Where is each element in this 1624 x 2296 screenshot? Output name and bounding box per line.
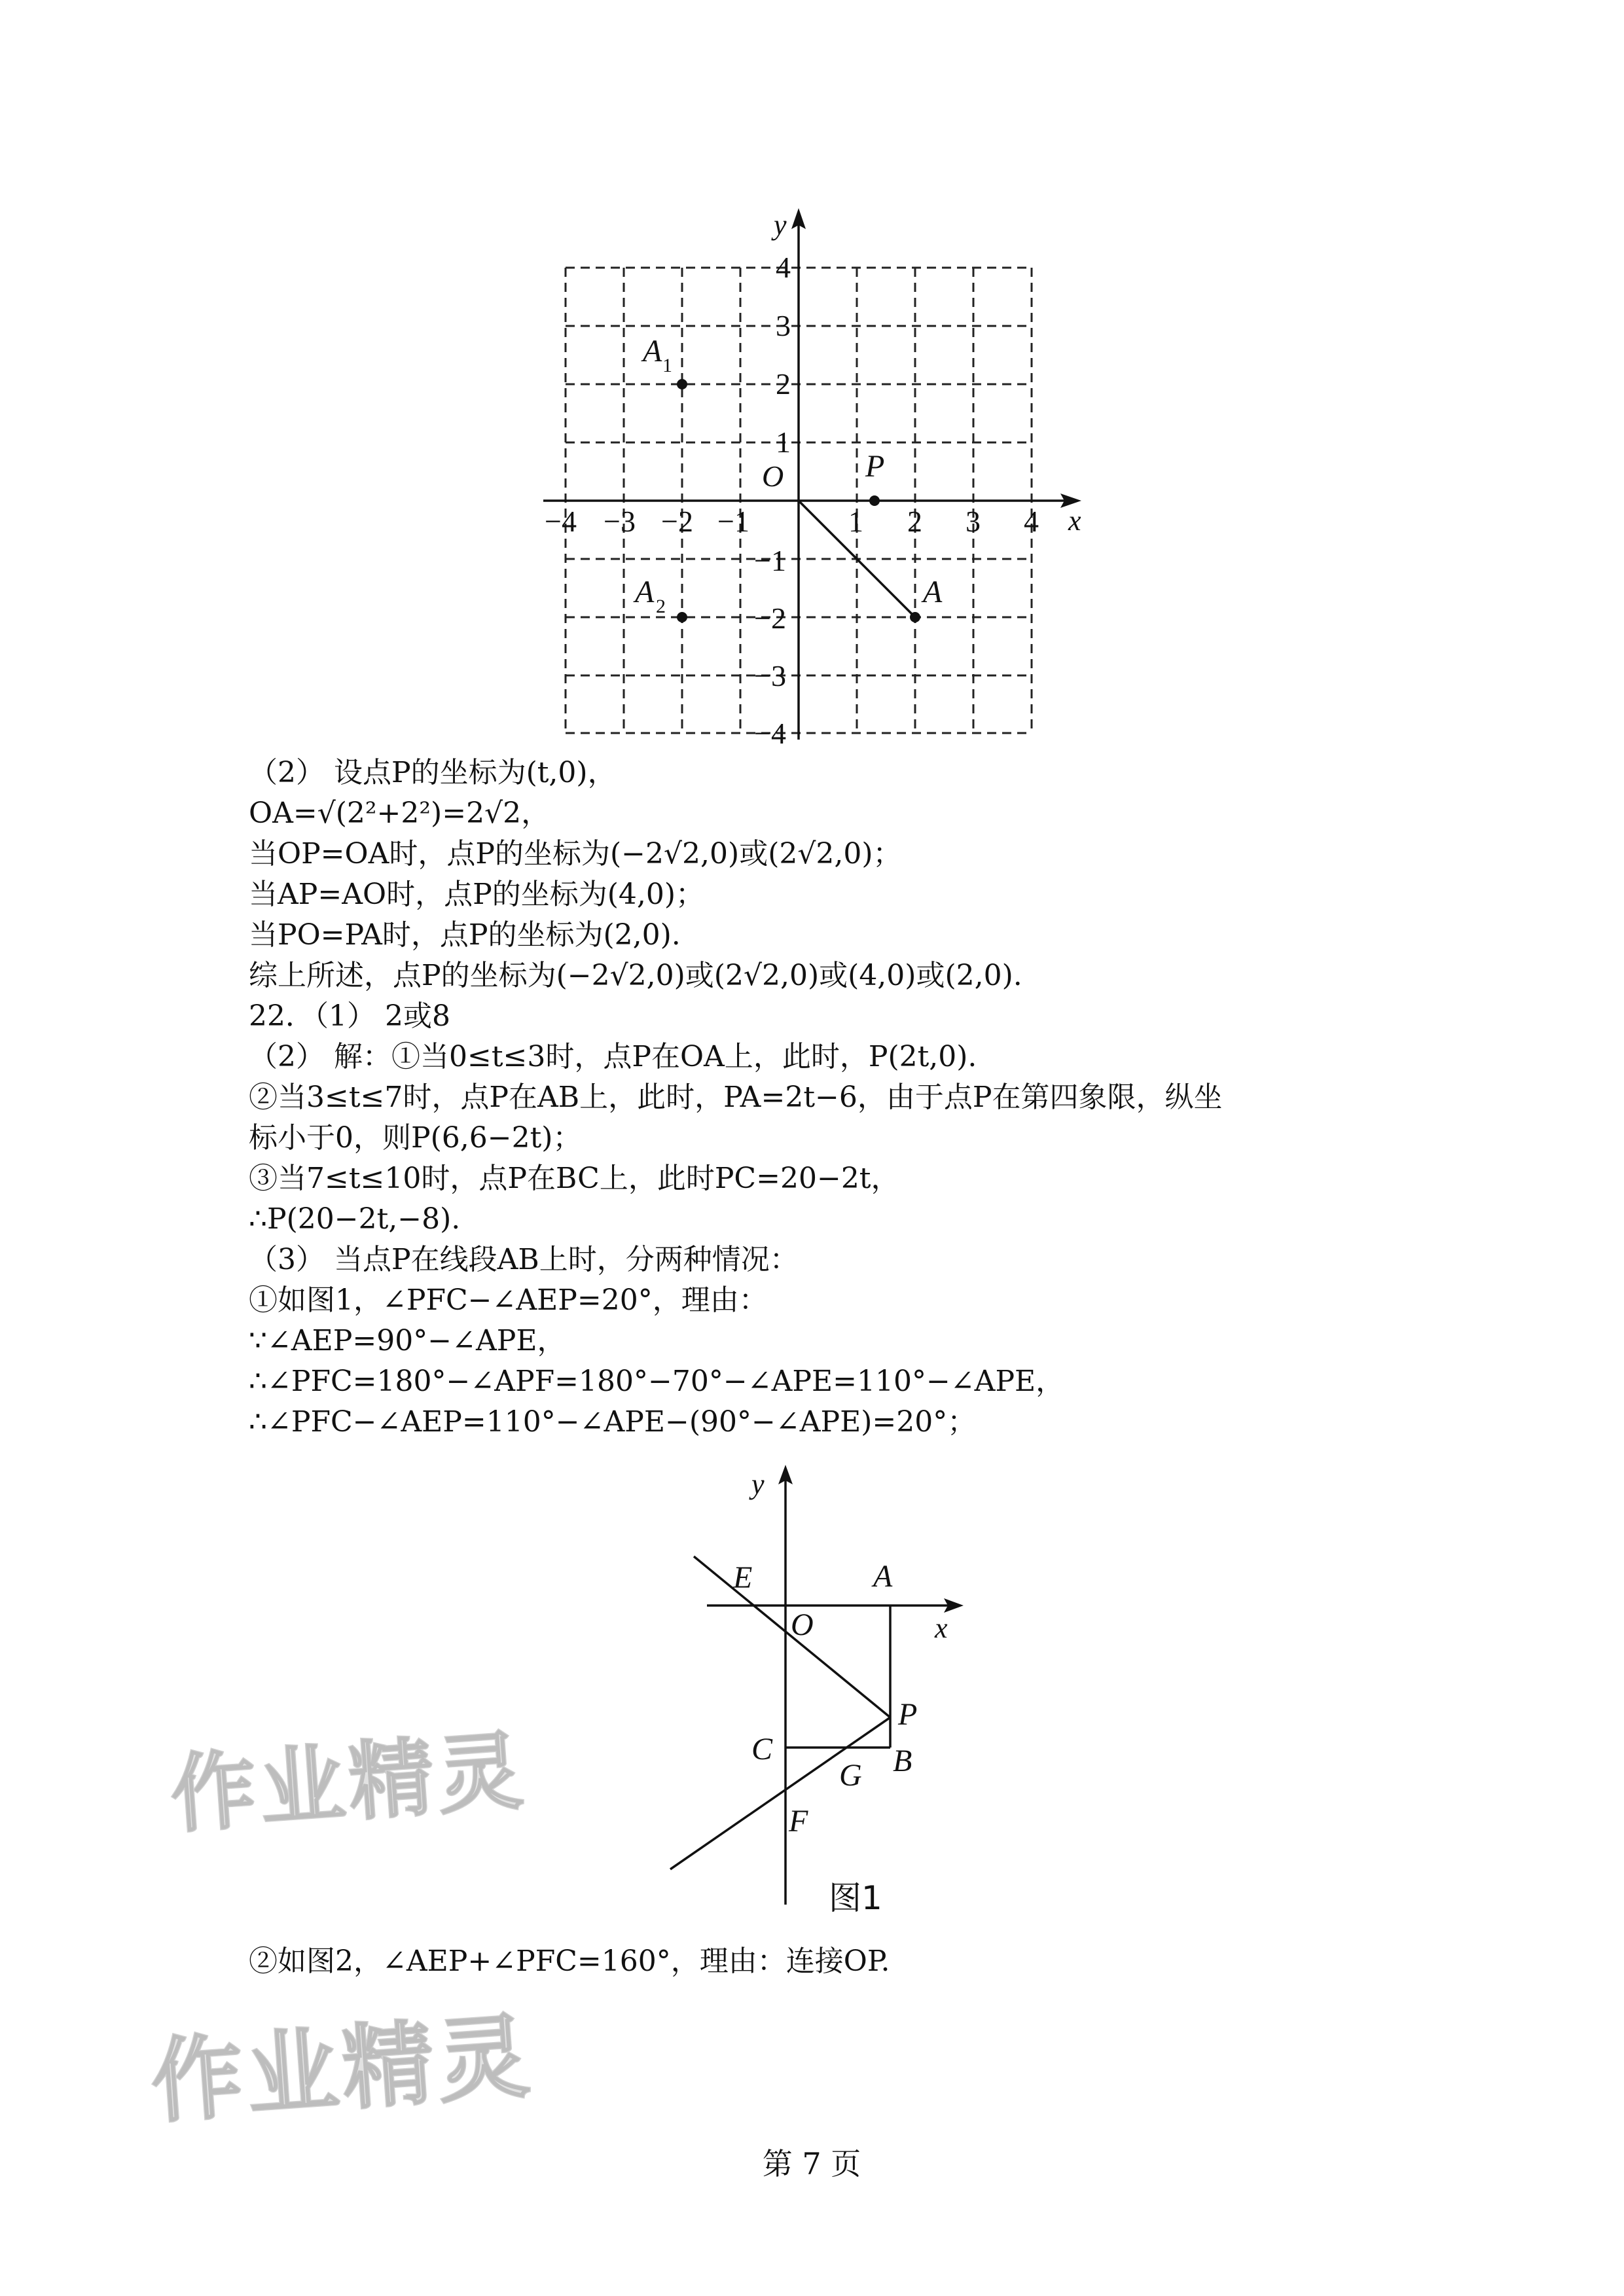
y-tick-label: 3 xyxy=(776,309,791,342)
label-E: E xyxy=(733,1560,753,1595)
point-P-label: P xyxy=(865,449,885,484)
y-tick-label: 4 xyxy=(776,251,791,284)
text-line: ②如图2，∠AEP+∠PFC=160°，理由：连接OP. xyxy=(249,1945,890,1978)
x-axis-label: x xyxy=(1068,505,1081,537)
x-tick-label: 2 xyxy=(907,505,922,538)
y-tick-label: −2 xyxy=(754,601,786,635)
label-G: G xyxy=(839,1758,862,1793)
text-line: ∴∠PFC=180°−∠APF=180°−70°−∠APE=110°−∠APE， xyxy=(249,1365,1065,1398)
text-line: 当PO=PA时，点P的坐标为(2,0). xyxy=(249,918,681,952)
text-line: 标小于0，则P(6,6−2t)； xyxy=(249,1121,582,1155)
text-line: ∴∠PFC−∠AEP=110°−∠APE−(90°−∠APE)=20°； xyxy=(249,1405,977,1439)
point-A2-label: A xyxy=(635,575,655,609)
x-tick-label: −4 xyxy=(545,505,577,538)
text-line: ①如图1，∠PFC−∠AEP=20°，理由： xyxy=(249,1283,768,1317)
label-A: A xyxy=(873,1559,893,1594)
label-B: B xyxy=(893,1744,912,1778)
label-O: O xyxy=(791,1607,814,1642)
point-A-label: A xyxy=(923,575,943,609)
point-A1-label: A xyxy=(643,334,662,368)
point-A1-dot xyxy=(677,379,687,389)
line-PF xyxy=(670,1717,890,1869)
x-axis-label: x xyxy=(935,1612,948,1644)
x-tick-label: 3 xyxy=(965,505,981,538)
figure-1-caption: 图1 xyxy=(829,1879,882,1917)
x-tick-label: −3 xyxy=(604,505,636,538)
y-tick-label: 2 xyxy=(776,367,791,401)
y-axis-label: y xyxy=(774,209,787,241)
text-line: 综上所述，点P的坐标为(−2√2,0)或(2√2,0)或(4,0)或(2,0). xyxy=(249,959,1022,992)
page-footer: 第 7 页 xyxy=(762,2146,861,2181)
text-line: ③当7≤t≤10时，点P在BC上，此时PC=20−2t， xyxy=(249,1162,900,1195)
point-A1-subscript: 1 xyxy=(662,355,672,376)
text-line: （3） 当点P在线段AB上时，分两种情况： xyxy=(249,1243,799,1276)
text-line: ②当3≤t≤7时，点P在AB上，此时，PA=2t−6，由于点P在第四象限，纵坐 xyxy=(249,1081,1223,1114)
x-tick-labels xyxy=(545,505,1039,538)
text-line: 22．（1） 2或8 xyxy=(249,999,450,1033)
x-tick-label: −2 xyxy=(661,505,693,538)
point-A2-dot xyxy=(677,612,687,622)
label-P: P xyxy=(898,1697,918,1732)
point-A-dot xyxy=(910,612,920,622)
x-tick-label: 1 xyxy=(848,505,863,538)
y-axis-label: y xyxy=(751,1468,765,1500)
x-tick-label: −1 xyxy=(717,505,749,538)
solution-text xyxy=(249,753,1427,1443)
text-line: OA=√(2²+2²)=2√2， xyxy=(249,797,550,830)
origin-label: O xyxy=(762,459,784,493)
y-tick-label: 1 xyxy=(776,425,791,459)
label-F: F xyxy=(789,1804,808,1839)
text-line: （2） 设点P的坐标为(t,0)， xyxy=(249,756,617,789)
y-tick-label: −3 xyxy=(754,659,786,692)
text-line: （2） 解：①当0≤t≤3时，点P在OA上，此时，P(2t,0). xyxy=(249,1040,977,1073)
text-line: ∴P(20−2t,−8). xyxy=(249,1202,461,1236)
watermark: 作业精灵 xyxy=(147,2003,537,2137)
y-tick-label: −4 xyxy=(754,717,786,750)
coordinate-grid-figure xyxy=(537,196,1126,772)
text-line: 当AP=AO时，点P的坐标为(4,0)； xyxy=(249,878,705,911)
figure-1-diagram xyxy=(655,1460,995,1918)
text-line: 当OP=OA时，点P的坐标为(−2√2,0)或(2√2,0)； xyxy=(249,837,902,870)
watermark: 作业精灵 xyxy=(168,1721,530,1845)
point-A2-subscript: 2 xyxy=(656,596,666,617)
point-P-dot xyxy=(869,495,880,506)
x-tick-label: 4 xyxy=(1024,505,1039,538)
text-line: ∵∠AEP=90°−∠APE， xyxy=(249,1324,566,1357)
y-tick-label: −1 xyxy=(754,544,786,577)
label-C: C xyxy=(751,1732,773,1767)
